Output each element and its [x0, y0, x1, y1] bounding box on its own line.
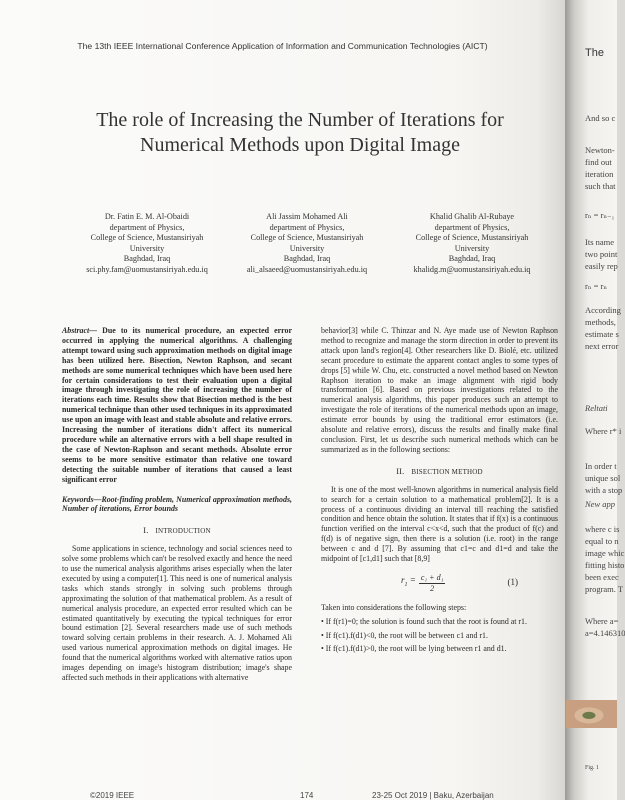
facing-page-line: find out	[585, 157, 612, 167]
facing-page-line: where c is	[585, 524, 620, 534]
author-block-2	[222, 212, 392, 276]
facing-page-line: According	[585, 305, 621, 315]
author-email: ali_alsaeed@uomustansiriyah.edu.iq	[246, 264, 368, 274]
author-univ: University	[454, 243, 490, 253]
equation-1	[401, 573, 518, 594]
author-city: Baghdad, Iraq	[123, 254, 171, 264]
abstract	[62, 326, 292, 485]
author-dept: department of Physics,	[434, 222, 510, 232]
facing-page-line: In order t	[585, 461, 617, 471]
author-college: College of Science, Mustansiriyah	[90, 233, 204, 243]
continued-paragraph: behavior[3] while C. Thinzar and N. Aye made use of Newton Raphson method to recognize and manage the storm direction in order to prevent its attack upon land's region[4]. Other researchers like D. Biolé, etc. utilized secant procedure to estimate the apparent contact angles to some types of drops [5] while W. Chu, etc. constructed a novel method based on Newton Raphson iteration to make an image alignment with rigid body transformation [6]. Based on previous investigations related to the numerical analysis algorithms, this paper produces such an attempt to investigate the role of iterations of the numerical methods upon an image, estimate error bounds by using the traditional error estimators (i.e. absolute and relative errors), discuss the results and finally make final conclusion. First, let us describe such numerical methods which can be summarized as in the following sections:	[321, 326, 558, 454]
facing-page-line: And so c	[585, 113, 616, 123]
conference-header: The 13th IEEE International Conference Application of Information and Communication Technologies (AICT)	[77, 41, 488, 51]
facing-page-line: image whic	[585, 548, 625, 558]
footer-copyright: ©2019 IEEE	[90, 791, 135, 800]
introduction-paragraph: Some applications in science, technology and social sciences need to solve some problems which can't be resolved exactly and hence the need to use the numerical analysis algorithms arises especially when the later executed by using a computer[1]. This need is one of numerical analysis tasks which stands strongly in solving such problems through approximating the solution of that mathematical problem. As a result of numerical analysis procedure, an expected error resulted which can be estimated quantitatively by executing the typical techniques for error bound estimation [2]. Several researchers made use of such methods toward solving certain problems in their research. A. J. Mohamed Ali used various numerical approximation methods on digital images. He found that the numerical algorithms worked with alternative ratios upon images depending on image's histogram distribution; image's shape affected such methods in their applications with alternative	[62, 544, 292, 682]
author-college: College of Science, Mustansiriyah	[250, 233, 364, 243]
facing-page-line: two point	[585, 249, 618, 259]
author-univ: University	[129, 243, 165, 253]
author-univ: University	[289, 243, 325, 253]
facing-page-line: iteration	[585, 169, 614, 179]
author-block-3	[387, 212, 557, 276]
author-dept: department of Physics,	[269, 222, 345, 232]
equation-label: (1)	[507, 577, 518, 588]
facing-page-line: unique sol	[585, 473, 621, 483]
facing-page-line: Newton-	[585, 145, 615, 155]
facing-page-line: Where r* i	[585, 426, 622, 436]
author-email: sci.phy.fam@uomustansiriyah.edu.iq	[86, 264, 208, 274]
facing-page-line: a=4.146310	[585, 628, 625, 638]
title-line-2: Numerical Methods upon Digital Image	[140, 134, 460, 156]
eye-photo-figure	[566, 700, 617, 728]
paper-title	[40, 108, 560, 158]
title-line-1: The role of Increasing the Number of Iterations for	[96, 109, 504, 131]
facing-page-line: next error	[585, 341, 619, 351]
abstract-text: Due to its numerical procedure, an expected error occurred in applying the numerical algorithms. A challenging attempt toward using such approximation methods on digital image has been utilized here. Bisection, Newton Raphson, and secant methods are some numerical techniques which have been used here for certain considerations to test their evaluation upon a digital image through investigating the role of increasing the number of iterations each time. Results show that Bisection method is the best numerical technique than other used techniques in its approximated use upon an image with least and stable absolute and relative errors. Increasing the number of iterations didn't affect its numerical procedure while an alternative errors with a bell shape resulted in the case of Newton-Raphson and secant methods. Absolute error seems to be more sensitive estimator than relative one toward detecting the suitable number of iterations that caused a least significant error	[62, 326, 292, 484]
author-email: khalidg.m@uomustansiriyah.edu.iq	[413, 264, 531, 274]
facing-page-line: Its name	[585, 237, 615, 247]
keywords	[62, 495, 292, 515]
bullet-item: • If f(r1)=0; the solution is found such that the root is found at r1.	[321, 616, 527, 626]
facing-page-line: equal to n	[585, 536, 619, 546]
right-column	[321, 326, 558, 654]
facing-page-line: rₙ = rₙ₋₁	[585, 210, 615, 220]
facing-page-line: fitting histo	[585, 560, 625, 570]
author-city: Baghdad, Iraq	[448, 254, 496, 264]
author-name: Dr. Fatin E. M. Al-Obaidi	[104, 212, 190, 221]
equation-denominator: 2	[430, 583, 435, 593]
facing-page-line: program. T	[585, 584, 624, 594]
keywords-label: Keywords—	[62, 494, 102, 504]
section-heading-introduction: I. INTRODUCTION	[143, 526, 211, 536]
bullet-item: • If f(c1).f(d1)<0, the root will be between c1 and r1.	[321, 630, 488, 640]
facing-page-line: New app	[585, 499, 615, 509]
author-block-1	[62, 212, 232, 276]
author-college: College of Science, Mustansiriyah	[415, 233, 529, 243]
footer-page-number: 174	[300, 791, 314, 800]
facing-page-line: with a stop	[585, 485, 623, 495]
equation-numerator: c₁ + d₁	[420, 572, 444, 582]
facing-page-line: rₙ = rₙ	[585, 281, 608, 291]
steps-intro: Taken into considerations the following steps:	[321, 602, 467, 612]
facing-page-line: Fig. 1	[585, 765, 600, 771]
bisection-paragraph: It is one of the most well-known algorithms in numerical analysis field to search for a certain solution to a mathematical problem[2]. It is a process of a continuous dividing an interval till reaching the satisfied condition and hence obtain the solution. It states that if f(x) is a continuous function verified on the interval c<x<d, such that the product of f(c) and f(d) is of negative sign, then there is a solution (i.e. root) in the range between c and d [7]. By assuming that c1=c and d1=d and take the midpoint of [c1,d1] such that [8,9]	[321, 484, 558, 564]
author-name: Khalid Ghalib Al-Rubaye	[429, 212, 515, 221]
facing-page-line: estimate s	[585, 329, 619, 339]
facing-page-line: Reltati	[585, 403, 608, 413]
keywords-text: Root-finding problem, Numerical approximation methods, Number of iterations, Error bounds	[62, 494, 292, 514]
facing-page-line: such that	[585, 181, 616, 191]
equation-body: $r_1$ = $\frac{\text{c₁ + d₁}}{2}$	[401, 572, 444, 593]
abstract-label: Abstract—	[62, 326, 98, 335]
bullet-item: • If f(c1).f(d1)>0, the root will be lying between r1 and d1.	[321, 644, 507, 654]
footer-venue: 23-25 Oct 2019 | Baku, Azerbaijan	[372, 791, 494, 800]
facing-page-line: easily rep	[585, 261, 618, 271]
author-name: Ali Jassim Mohamed Ali	[266, 212, 348, 221]
facing-page-line: methods,	[585, 317, 616, 327]
section-heading-bisection: II. BISECTION METHOD	[396, 466, 483, 476]
left-column	[62, 326, 292, 683]
author-city: Baghdad, Iraq	[283, 254, 331, 264]
facing-page-line: been exec	[585, 572, 619, 582]
author-dept: department of Physics,	[109, 222, 185, 232]
facing-page-line: The	[585, 47, 604, 59]
facing-page-line: Where a=	[585, 616, 619, 626]
facing-page-edge	[565, 0, 625, 800]
